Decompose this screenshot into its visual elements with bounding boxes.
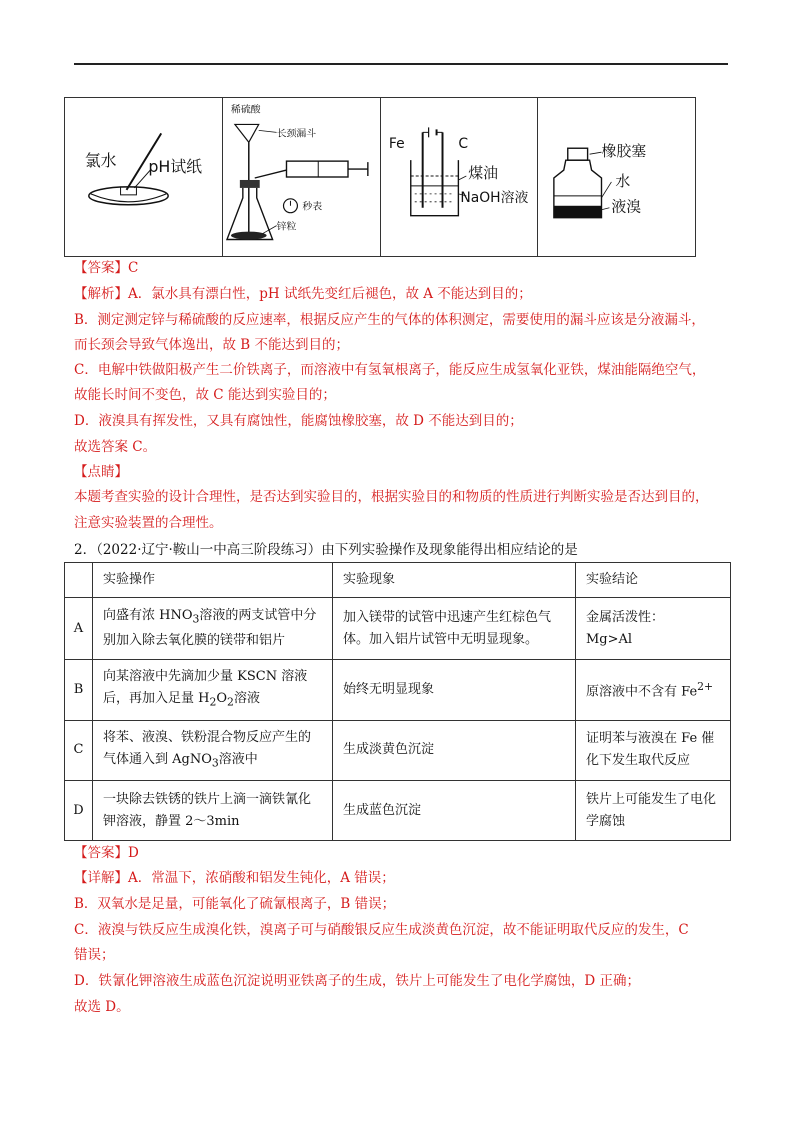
conclusion-cell: 原溶液中不含有 $Fe^{2+}$ <box>576 660 731 721</box>
header-cell: 实验结论 <box>576 563 731 598</box>
operation-cell: 一块除去铁锈的铁片上滴一滴铁氰化 钾溶液，静置 2～3min <box>93 781 333 841</box>
q1-analysis-line: 故选答案 C。 <box>74 439 157 455</box>
operation-cell: 向盛有浓 $HNO_3$溶液的两支试管中分 别加入除去氧化膜的镁带和铝片 <box>93 598 333 660</box>
conclusion-cell: 证明苯与液溴在 Fe 催 化下发生取代反应 <box>576 720 731 781</box>
figure-table <box>64 97 696 257</box>
reagent-bottle-drawing <box>538 98 695 256</box>
label-naoh: NaOH溶液 <box>459 189 528 206</box>
label-kerosene: 煤油 <box>467 163 498 182</box>
label-stopwatch: 秒表 <box>302 201 322 213</box>
figure-c <box>380 98 538 257</box>
q2-analysis-line: B．双氧水是足量，可能氧化了硫氰根离子，B 错误； <box>74 896 396 912</box>
funnel-cup <box>235 124 259 142</box>
label-water: 水 <box>615 171 631 190</box>
label-fe: Fe <box>388 136 405 153</box>
label-bromine: 液溴 <box>611 197 642 216</box>
q2-analysis-line: 【详解】A．常温下，浓硝酸和铝发生钝化，A 错误； <box>74 870 395 886</box>
stopper <box>240 180 260 188</box>
row-label: B <box>65 660 93 721</box>
operation-cell: 向某溶液中先滴加少量 KSCN 溶液 后，再加入足量 $H_2O_2$溶液 <box>93 660 333 721</box>
q2-stem: 2．（2022·辽宁·鞍山一中高三阶段练习）由下列实验操作及现象能得出相应结论的是 <box>74 542 578 558</box>
rubber-stopper <box>568 148 588 160</box>
label-chlorine-water: 氯水 <box>84 151 117 171</box>
q1-analysis-line: C．电解中铁做阳极产生二价铁离子，而溶液中有氢氧根离子，能反应生成氢氧化亚铁，煤油能隔绝空气， <box>74 362 706 378</box>
phenomenon-cell: 始终无明显现象 <box>333 660 576 721</box>
q2-answer: 【答案】D <box>74 845 139 861</box>
table-row <box>65 720 731 781</box>
q1-analysis-line: D．液溴具有挥发性，又具有腐蚀性，能腐蚀橡胶塞，故 D 不能达到目的； <box>74 413 523 429</box>
conclusion-cell: 铁片上可能发生了电化 学腐蚀 <box>576 781 731 841</box>
q1-analysis-line: 而长颈会导致气体逸出，故 B 不能达到目的； <box>74 337 350 353</box>
operation-cell: 将苯、液溴、铁粉混合物反应产生的 气体通入到 AgNO$_3$溶液中 <box>93 720 333 781</box>
ph-test-drawing <box>65 98 222 256</box>
header-cell <box>65 563 93 598</box>
q1-comment-line: 注意实验装置的合理性。 <box>74 515 223 531</box>
q2-analysis-line: 故选 D。 <box>74 999 130 1015</box>
q2-analysis-line: D．铁氰化钾溶液生成蓝色沉淀说明亚铁离子的生成，铁片上可能发生了电化学腐蚀，D 正确； <box>74 973 640 989</box>
q1-comment-title: 【点睛】 <box>74 464 128 480</box>
phenomenon-cell: 加入镁带的试管中迅速产生红棕色气 体。加入铝片试管中无明显现象。 <box>333 598 576 660</box>
q1-analysis-line: 【解析】A．氯水具有漂白性，pH 试纸先变红后褪色，故 A 不能达到目的； <box>74 286 532 302</box>
q1-comment-line: 本题考查实验的设计合理性，是否达到实验目的，根据实验目的和物质的性质进行判断实验是否达到目的， <box>74 489 709 505</box>
table-row <box>65 781 731 841</box>
label-long-funnel: 长颈漏斗 <box>276 128 316 140</box>
header-rule <box>74 63 728 65</box>
rate-apparatus-drawing <box>223 98 380 256</box>
q1-answer: 【答案】C <box>74 260 139 276</box>
label-ph-paper: pH试纸 <box>148 157 203 177</box>
label-c: C <box>457 136 468 153</box>
table-row <box>65 660 731 721</box>
syringe <box>286 161 348 177</box>
zinc-granules <box>231 232 267 240</box>
row-label: D <box>65 781 93 841</box>
liquid-bromine-layer <box>554 206 602 218</box>
table-row <box>65 598 731 660</box>
q2-analysis-line: 错误； <box>74 947 115 963</box>
phenomenon-cell: 生成蓝色沉淀 <box>333 781 576 841</box>
beaker <box>410 160 458 216</box>
header-cell: 实验操作 <box>93 563 333 598</box>
phenomenon-cell: 生成淡黄色沉淀 <box>333 720 576 781</box>
conclusion-cell: 金属活泼性： Mg>Al <box>576 598 731 660</box>
table-header-row <box>65 563 731 598</box>
q2-table <box>64 562 731 841</box>
label-dilute-acid: 稀硫酸 <box>230 104 261 116</box>
figure-a <box>65 98 223 257</box>
header-cell: 实验现象 <box>333 563 576 598</box>
electrolysis-drawing <box>381 98 538 256</box>
row-label: A <box>65 598 93 660</box>
figure-b <box>222 98 380 257</box>
figure-d <box>538 98 696 257</box>
label-rubber-stopper: 橡胶塞 <box>601 142 647 161</box>
q1-analysis-line: B．测定测定锌与稀硫酸的反应速率，根据反应产生的气体的体积测定，需要使用的漏斗应该是分液漏斗， <box>74 312 705 328</box>
label-zinc: 锌粒 <box>276 221 297 233</box>
q1-analysis-line: 故能长时间不变色，故 C 能达到实验目的； <box>74 387 336 403</box>
q2-analysis-line: C．液溴与铁反应生成溴化铁，溴离子可与硝酸银反应生成淡黄色沉淀，故不能证明取代反应的发生，C <box>74 922 689 938</box>
row-label: C <box>65 720 93 781</box>
